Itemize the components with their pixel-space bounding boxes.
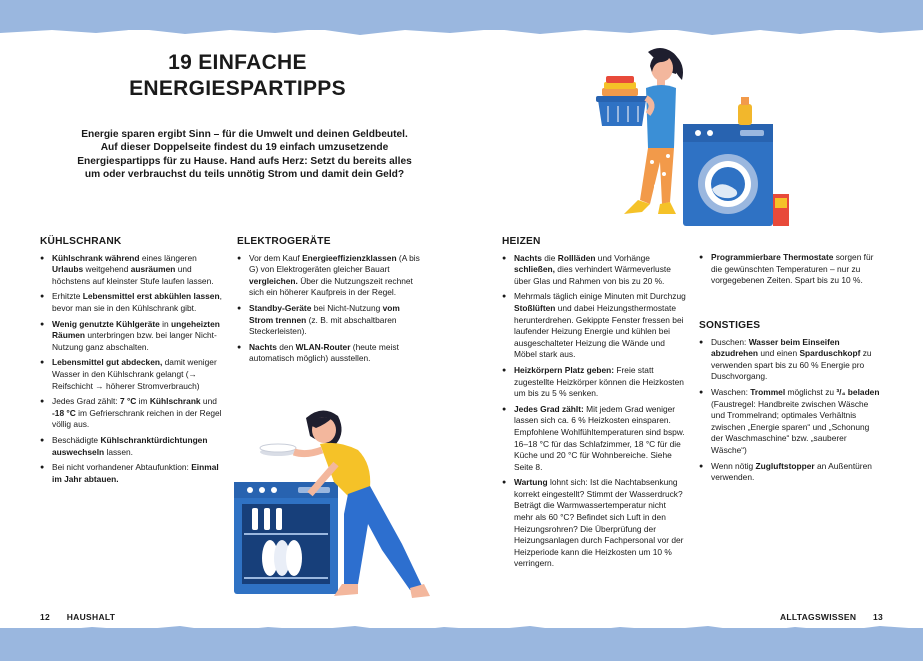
emphasis-text: Wasser beim Einseifen abzudrehen bbox=[711, 336, 840, 359]
tips-list-kuehlschrank bbox=[40, 253, 226, 486]
body-text: Mehrmals täglich einige Minuten mit Durchzug bbox=[514, 291, 686, 302]
top-torn-edge bbox=[0, 24, 923, 40]
body-text: und Vorhänge bbox=[595, 252, 650, 263]
body-text: im Gefrierschrank reichen in der Regel völlig aus. bbox=[52, 407, 222, 430]
body-text: damit weniger Wasser in den Kühlschrank gelangt (→ Reifschicht → höherer Stromverbrauch) bbox=[52, 357, 217, 391]
running-head-left: HAUSHALT bbox=[66, 612, 116, 622]
section-heading-sonstiges: SONSTIGES bbox=[699, 320, 761, 331]
body-text: Duschen: bbox=[711, 336, 749, 347]
body-text: bei Nicht-Nutzung bbox=[311, 302, 383, 313]
tips-list-thermostat bbox=[699, 252, 883, 287]
body-text: möglichst zu bbox=[785, 386, 837, 397]
page-title bbox=[90, 50, 385, 102]
emphasis-text: Nachts bbox=[249, 341, 277, 352]
body-text: sorgen für die gewünschten Temperaturen – nur zu vorgegebenen Zeiten. Spart bis zu 10 %. bbox=[711, 252, 874, 286]
section-kuehlschrank bbox=[40, 236, 226, 489]
emphasis-text: schließen, bbox=[514, 264, 555, 275]
emphasis-text: Standby-Geräte bbox=[249, 302, 312, 313]
footer-left bbox=[40, 612, 115, 622]
body-text: (z. B. mit abschaltbaren Steckerleisten). bbox=[249, 314, 397, 337]
body-text: den bbox=[276, 341, 296, 352]
footer-right bbox=[780, 612, 883, 622]
emphasis-text: ³/₄ beladen bbox=[836, 386, 880, 397]
body-text: lohnt sich: Ist die Nachtabsenkung korrekt eingestellt? Stimmt der Wasserdruck? Beträgt die Warmwassertemperatur nicht mehr als 60 °C? Befindet sich Luft in den Heizungsrohren? Die Überprüfung der Heizungsanlagen durch Fachpersonal vor der Heizperiode kann die Heizkosten um 10 % verringern. bbox=[514, 477, 684, 569]
emphasis-text: Rollläden bbox=[557, 252, 596, 263]
emphasis-text: Kühlschrank während bbox=[52, 252, 140, 263]
list-item bbox=[699, 252, 883, 287]
section-elektrogeraete bbox=[237, 236, 421, 369]
tips-list-heizen bbox=[502, 253, 686, 570]
list-item bbox=[237, 303, 421, 338]
list-item bbox=[40, 291, 226, 314]
body-text: und dabei Heizungsthermostate herunterdrehen. Gekippte Fenster fressen bei laufender Heizung Energie und kühlen bei ausgeschalteter Heizung die Wände und Möbel stark aus. bbox=[514, 302, 684, 360]
list-item bbox=[237, 342, 421, 365]
list-item bbox=[40, 319, 226, 354]
body-text: Bei nicht vorhandener Abtaufunktion: bbox=[52, 462, 192, 473]
emphasis-text: Wenig genutzte Kühlgeräte bbox=[52, 318, 160, 329]
list-item bbox=[699, 461, 883, 484]
list-item bbox=[502, 365, 686, 400]
section-sonstiges bbox=[699, 320, 883, 488]
body-text: eines längeren bbox=[139, 252, 197, 263]
list-item bbox=[237, 253, 421, 299]
list-item bbox=[40, 253, 226, 288]
list-item bbox=[40, 357, 226, 392]
section-heading-kuehlschrank: KÜHLSCHRANK bbox=[40, 236, 122, 247]
emphasis-text: Kühlschrank bbox=[149, 396, 201, 407]
emphasis-text: WLAN-Router bbox=[295, 341, 351, 352]
section-heading-heizen: HEIZEN bbox=[502, 236, 541, 247]
body-text: im bbox=[136, 396, 150, 407]
body-text: Waschen: bbox=[711, 386, 751, 397]
body-text: und einen bbox=[758, 348, 800, 359]
title-line-2: ENERGIESPARTIPPS bbox=[129, 77, 346, 100]
body-text: in bbox=[159, 318, 171, 329]
title-line-1: 19 EINFACHE bbox=[168, 51, 307, 74]
body-text: Über die Nutzungszeit rechnet sich ein höherer Kaufpreis in der Regel. bbox=[249, 275, 413, 298]
emphasis-text: Nachts bbox=[514, 252, 542, 263]
list-item bbox=[502, 404, 686, 474]
body-text: (heute meist automatisch möglich) ausstellen. bbox=[249, 341, 399, 364]
emphasis-text: Energieeffizienzklassen bbox=[302, 252, 397, 263]
list-item bbox=[40, 435, 226, 458]
emphasis-text: Einmal im Jahr abtauen. bbox=[52, 462, 219, 484]
body-text: und höchstens auf kleinster Stufe laufen lassen. bbox=[52, 264, 214, 286]
emphasis-text: vergleichen. bbox=[249, 275, 298, 286]
emphasis-text: Zugluftstopper bbox=[755, 460, 815, 471]
list-item bbox=[699, 337, 883, 383]
section-heading-elektrogeraete: ELEKTROGERÄTE bbox=[237, 236, 331, 247]
dishwasher-illustration bbox=[226, 404, 436, 604]
emphasis-text: -18 °C bbox=[52, 407, 76, 418]
emphasis-text: Trommel bbox=[750, 386, 786, 397]
list-item bbox=[502, 291, 686, 361]
woman-shirt-blue bbox=[646, 85, 676, 148]
emphasis-text: Jedes Grad zählt: bbox=[514, 403, 584, 414]
body-text: Freie statt zugestellte Heizkörper können die Heizkosten um bis zu 5 % senken. bbox=[514, 364, 684, 399]
emphasis-text: Heizkörpern Platz geben: bbox=[514, 364, 615, 375]
body-text: weitgehend bbox=[83, 264, 131, 275]
body-text: an Außentüren verwenden. bbox=[711, 460, 872, 483]
list-item bbox=[502, 253, 686, 288]
emphasis-text: ungeheizten Räumen bbox=[52, 318, 220, 341]
woman-pants-blue bbox=[344, 486, 422, 590]
intro-text: Energie sparen ergibt Sinn – für die Umwelt und deinen Geldbeutel. Auf dieser Doppelseite findest du 19 einfach umzusetzende Energiespartipps für zu Hause. Hand aufs Herz: Setzt du bereits alles um oder verbrauchst du teils unnötig Strom und damit dein Geld? bbox=[77, 129, 412, 181]
list-item bbox=[502, 477, 686, 570]
emphasis-text: Lebensmittel erst abkühlen lassen bbox=[82, 291, 220, 302]
body-text: lassen. bbox=[104, 446, 134, 457]
body-text: Erhitzte bbox=[52, 291, 83, 302]
list-item bbox=[699, 387, 883, 457]
laundry-illustration bbox=[590, 44, 800, 229]
running-head-right: ALLTAGSWISSEN bbox=[779, 612, 857, 622]
body-text: , bevor man sie in den Kühlschrank gibt. bbox=[52, 291, 222, 313]
body-text: (A bis G) von Elektrogeräten gleicher Bauart bbox=[249, 252, 420, 275]
body-text: (Faustregel: Handbreite zwischen Wäsche und Trommelrand; optimales Verhältnis zwischen „Energie sparen“ und „Schonung der Waschmaschine“ bzw. „sauberer Wäsche“) bbox=[711, 398, 870, 455]
emphasis-text: Stoßlüften bbox=[514, 302, 556, 313]
bottom-torn-edge bbox=[0, 620, 923, 636]
page-number-left: 12 bbox=[40, 612, 51, 622]
emphasis-text: Programmierbare Thermostate bbox=[711, 252, 834, 262]
tips-list-elektrogeraete bbox=[237, 253, 421, 365]
body-text: Beschädigte bbox=[52, 434, 101, 445]
emphasis-text: Urlaubs bbox=[52, 264, 84, 275]
emphasis-text: ausräumen bbox=[130, 264, 176, 275]
body-text: Wenn nötig bbox=[711, 460, 756, 471]
emphasis-text: Kühlschranktürdichtungen auswechseln bbox=[52, 434, 208, 457]
tips-list-sonstiges bbox=[699, 337, 883, 484]
body-text: Vor dem Kauf bbox=[249, 252, 303, 263]
section-heizen bbox=[502, 236, 686, 574]
body-text: die bbox=[541, 252, 558, 263]
list-item bbox=[40, 396, 226, 431]
emphasis-text: Lebensmittel gut abdecken, bbox=[52, 357, 163, 368]
body-text: und bbox=[200, 396, 217, 407]
body-text: Jedes Grad zählt: bbox=[52, 396, 120, 407]
list-item bbox=[40, 462, 226, 485]
body-text: Mit jedem Grad weniger lassen sich ca. 6 % Heizkosten einsparen. Empfohlene Wohlfühltemperaturen sind bspw. 16–18 °C für das Schlafzimmer, 18 °C für die Küche und 20 °C für Wohnbereiche. Siehe Seite 8. bbox=[514, 403, 685, 472]
page-number-right: 13 bbox=[872, 612, 883, 622]
body-text: dies verhindert Wärmeverluste über Glas und Rahmen von bis zu 20 %. bbox=[514, 264, 671, 286]
body-text: zu verwenden spart bis zu 60 % Energie pro Duschvorgang. bbox=[711, 348, 872, 382]
emphasis-text: 7 °C bbox=[119, 396, 137, 407]
section-thermostat bbox=[699, 252, 883, 291]
emphasis-text: Sparduschkopf bbox=[799, 348, 861, 359]
emphasis-text: vom Strom trennen bbox=[249, 302, 400, 325]
body-text: unterbringen bzw. bei langer Nicht-Nutzung ganz abschalten. bbox=[52, 330, 217, 352]
emphasis-text: Wartung bbox=[514, 477, 548, 488]
detergent-bottle bbox=[738, 104, 752, 125]
